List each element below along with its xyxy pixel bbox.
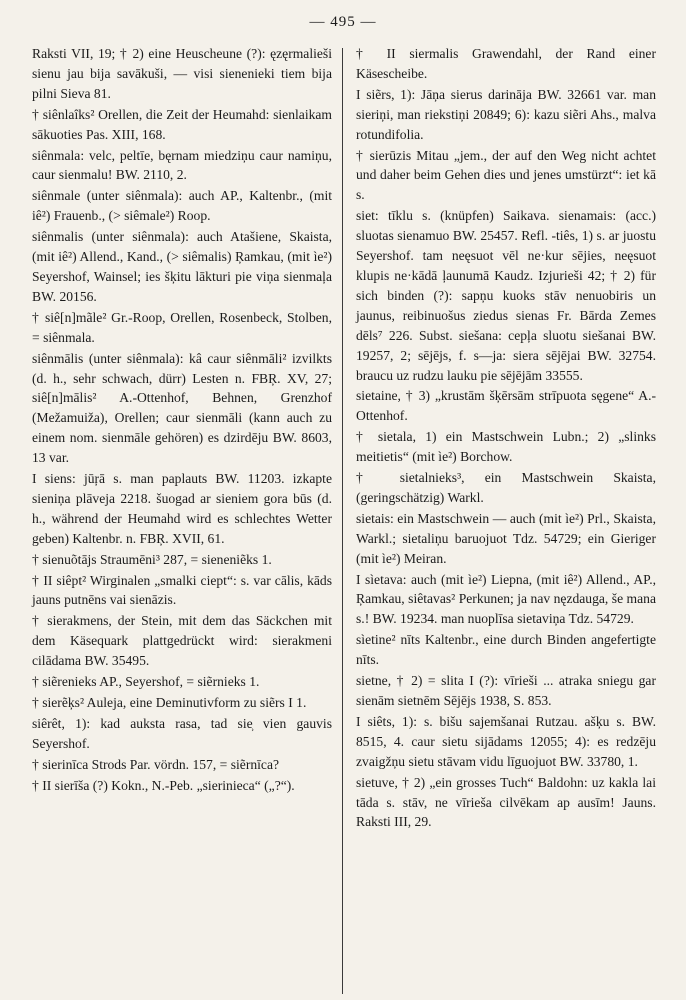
dictionary-entry: siênmale (unter siênmala): auch AP., Kaltenbr., (mit iê²) Frauenb., (> siêmale²) Roop. bbox=[32, 188, 332, 224]
dictionary-entry: sietais: ein Mastschwein — auch (mit ìe²) Prl., Skaista, Warkl.; sietaliņu baruojuot Tdz. 54729; ein Gieriger (mit ìe²) Meiran. bbox=[356, 510, 656, 566]
dictionary-entry: † siê[n]mãle² Gr.-Roop, Orellen, Rosenbeck, Stolben, = siênmala. bbox=[32, 309, 332, 345]
dictionary-entry: † II sierīša (?) Kokn., N.-Peb. „sierinieca“ („?“). bbox=[32, 777, 295, 793]
dictionary-entry: siêrêt, 1): kad auksta rasa, tad sie̹ vien gauvis Seyershof. bbox=[32, 715, 332, 751]
dictionary-entry: siênmalis (unter siênmala): auch Atašiene, Skaista, (mit iê²) Allend., Kand., (> siêmalis) Ŗamkau, (mit ìe²) Seyershof, Wainsel; ies šķitu lākturi pie viņa sienmaļa BW. 20156. bbox=[32, 229, 332, 304]
dictionary-entry: I siens: jūŗā s. man paplauts BW. 11203. izkapte sieniņa plāveja 2218. šuogad ar sieniem gora būs (d. h., während der Heumahd wird es schlechtes Wetter geben) Kaltenbr. n. FBŖ. XVII, 61. bbox=[32, 471, 332, 546]
left-column bbox=[32, 44, 332, 797]
dictionary-entry: siênmala: velc, peltīe, bęrnam miedziņu caur namiņu, caur sienmalu! BW. 2110, 2. bbox=[32, 147, 332, 183]
dictionary-entry: † II siermalis Grawendahl, der Rand einer Käsescheibe. bbox=[356, 46, 656, 81]
dictionary-entry: † siênlaîks² Orellen, die Zeit der Heumahd: sienlaikam sākuoties Pas. XIII, 168. bbox=[32, 106, 332, 142]
dictionary-entry: Raksti VII, 19; † 2) eine Heuscheune (?): ęzęrmalieši sienu jau bija savākuši, — visi sienenieki tiem bija pilni Sieva 81. bbox=[32, 46, 332, 101]
dictionary-entry: sietuve, † 2) „ein grosses Tuch“ Baldohn: uz kakla lai tāda s. stāv, ne vīrieša cilvēkam ap ausīm! Jauns. Raksti III, 29. bbox=[356, 774, 656, 830]
dictionary-entry: sìetine² nīts Kaltenbr., eine durch Binden angefertigte nīts. bbox=[356, 632, 656, 668]
dictionary-entry: † sierinīca Strods Par. vördn. 157, = siẽrnīca? bbox=[32, 756, 280, 772]
right-column bbox=[356, 44, 656, 833]
dictionary-entry: † sierūzis Mitau „jem., der auf den Weg nicht achtet und daher beim Gehen dies und jenes umstürzt“: iet kā s. bbox=[356, 147, 656, 203]
dictionary-entry: siet: tīklu s. (knüpfen) Saikava. sienamais: (acc.) sluotas sienamuo BW. 25457. Refl. -tiês, 1) s. ar juostu Seyershof. tam neęsuot vēl ne·kur sējies, neęsuot klupis ne·kādā ļaunumā Kaudz. Izjurieši 42; † 2) für sich binden (?): sapņu kuoks stāv nenuobiris un jaunus, reibinuošus ziedus sienas Fr. Bārda Zemes dēls⁷ 226. Subst. siešana: cepļa sluotu siešanai BW. 19257, 2; sējējs, f. s—ja: siera sējējai BW. 32754. braucu uz rudzu lauku pie sējējām 33555. bbox=[356, 208, 656, 383]
dictionary-entry: siênmālis (unter siênmala): kâ caur siênmāli² izvilkts (d. h., sehr schwach, dürr) Lesten n. FBŖ. XV, 27; siê[n]mālis² A.-Ottenhof, Behnen, Grenzhof (Mežamuiža), Orellen; caur sienmāli (kann auch zu einem nom. sienmāle gehören) es dzirdēju BW. 8603, 13 var. bbox=[32, 350, 332, 466]
dictionary-entry: † sietala, 1) ein Mastschwein Lubn.; 2) „slinks meitietis“ (mit ìe²) Borchow. bbox=[356, 429, 656, 465]
dictionary-entry: † sienuõtājs Straumēni³ 287, = sieneniẽks 1. bbox=[32, 551, 272, 567]
column-divider bbox=[342, 48, 343, 994]
dictionary-entry: † II siêpt² Wirginalen „smalki ciept“: s. var cālis, kāds jauns putnēns vai sienāzis. bbox=[32, 572, 332, 608]
dictionary-entry: I sìetava: auch (mit ìe²) Liepna, (mit iê²) Allend., AP., Ŗamkau, siêtavas² Perkunen; ja nav nęzdauga, še mana s.! BW. 19234. man nuoplīsa sietaviņa Tdz. 54729. bbox=[356, 571, 656, 627]
dictionary-entry: I siẽrs, 1): Jāņa sierus darināja BW. 32661 var. man sieriņi, man riekstiņi 20849; 6): kazu siẽri Ahs., malva rotundifolia. bbox=[356, 86, 656, 142]
dictionary-entry: † sierakmens, der Stein, mit dem das Säckchen mit dem Käsequark plattgedrückt wird: sierakmeni cilādama BW. 35495. bbox=[32, 613, 332, 669]
page-number: — 495 — bbox=[309, 14, 377, 30]
dictionary-entry: † sierẽķs² Auleja, eine Deminutivform zu siẽrs I 1. bbox=[32, 695, 307, 710]
dictionary-entry: † siẽrenieks AP., Seyershof, = siẽrnieks 1. bbox=[32, 674, 260, 690]
dictionary-entry: sietaine, † 3) „krustām šķērsām strīpuota sęgene“ A.-Ottenhof. bbox=[356, 388, 656, 424]
dictionary-entry: † sietalnieks³, ein Mastschwein Skaista, (geringschätzig) Warkl. bbox=[356, 470, 656, 505]
dictionary-entry: sietne, † 2) = slita I (?): vīrieši ... atraka sniegu gar sienām sietnēm Sējējs 1938, S. 853. bbox=[356, 673, 656, 708]
dictionary-entry: I siêts, 1): s. bišu sajemšanai Rutzau. ašķu s. BW. 8515, 4. caur sietu sijādams 12055; 4): es redzēju zvaigžņu sietu stāvam vidu līguojuot BW. 33780, 1. bbox=[356, 713, 656, 769]
